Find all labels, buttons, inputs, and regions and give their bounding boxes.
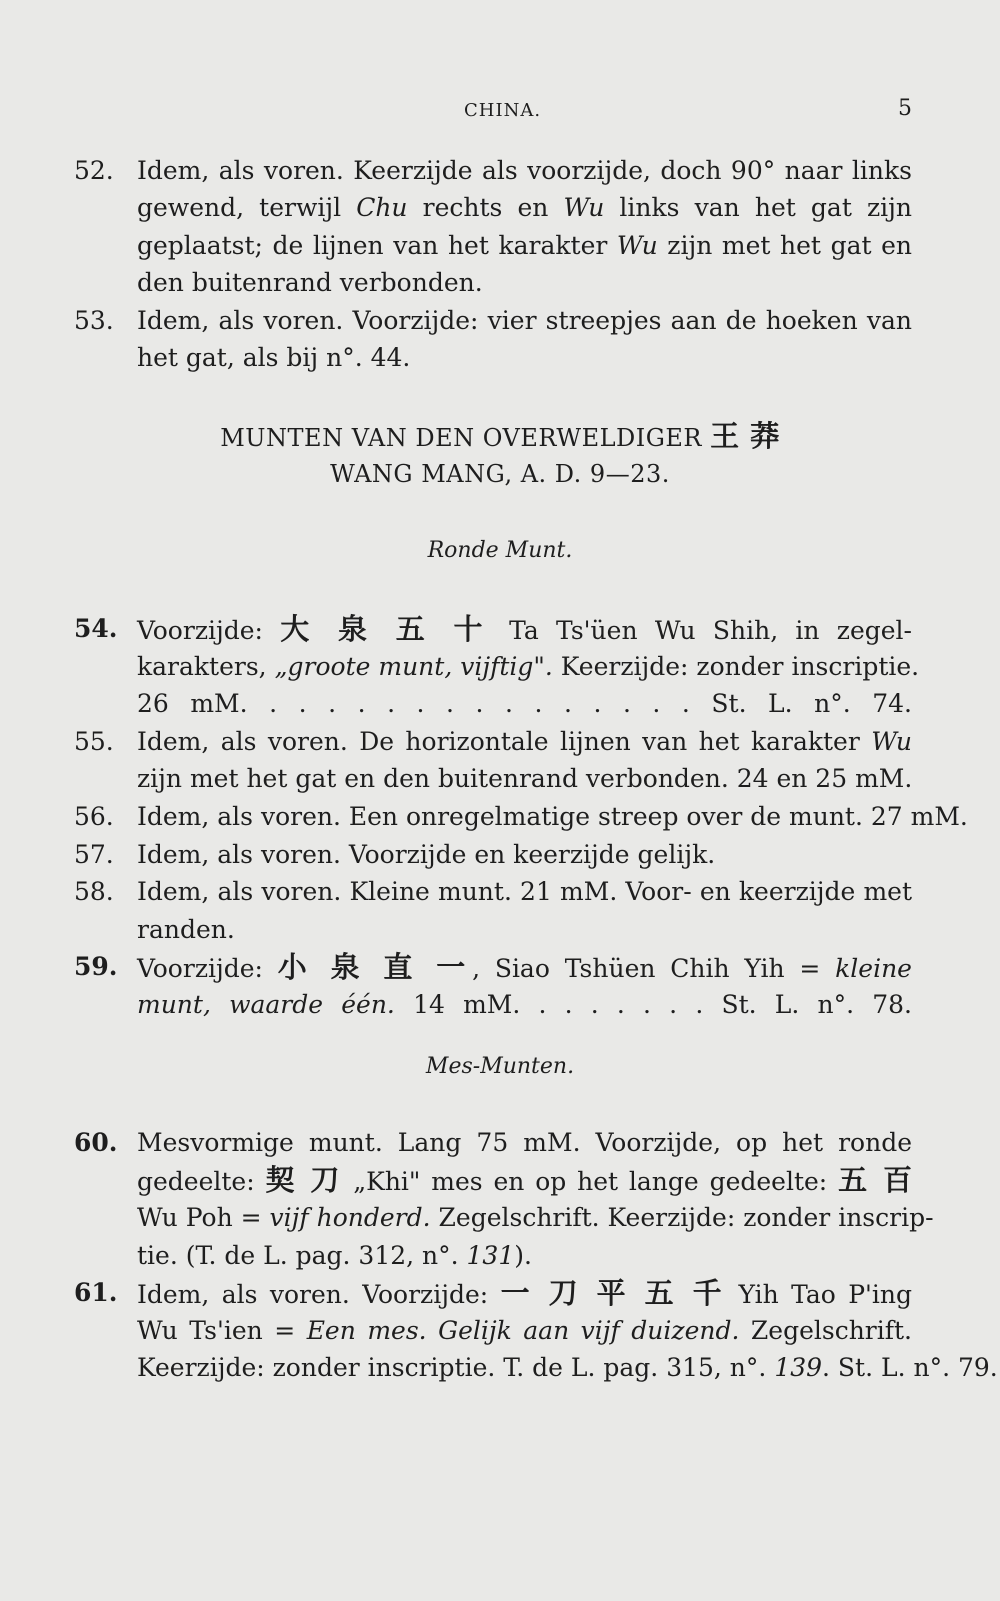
chinese-characters: 小 泉 直 一 bbox=[277, 950, 473, 984]
entry-text-line: Voorzijde: 大 泉 五 十 Ta Ts'üen Wu Shih, in zegel- bbox=[137, 612, 913, 646]
entry-text-line: Mesvormige munt. Lang 75 mM. Voorzijde, op het ronde bbox=[137, 1128, 912, 1157]
entry-number: 56. bbox=[74, 802, 114, 831]
entry-number: 58. bbox=[74, 877, 114, 906]
entry-text-line: geplaatst; de lijnen van het karakter Wu zijn met het gat en bbox=[137, 231, 913, 260]
entry-text-line: Idem, als voren. Voorzijde: vier streepjes aan de hoeken van bbox=[137, 306, 912, 335]
chinese-characters: 王 莽 bbox=[710, 419, 780, 453]
entry-text-line: Idem, als voren. Een onregelmatige streep over de munt. 27 mM. bbox=[137, 802, 968, 831]
entry-text-line: Wu Ts'ien = Een mes. Gelijk aan vijf duizend. Zegelschrift. bbox=[137, 1316, 913, 1345]
entry-text-line: tie. (T. de L. pag. 312, n°. 131). bbox=[137, 1241, 532, 1270]
entry-number: 54. bbox=[74, 614, 118, 643]
entry-text-line: Idem, als voren. Voorzijde: 一 刀 平 五 千 Yih Tao P'ing bbox=[137, 1276, 913, 1310]
entry-text-line: Idem, als voren. Kleine munt. 21 mM. Voor- en keerzijde met bbox=[137, 877, 912, 906]
running-header bbox=[0, 96, 1000, 130]
entry-text-line: Keerzijde: zonder inscriptie. T. de L. pag. 315, n°. 139. St. L. n°. 79. bbox=[137, 1353, 998, 1382]
entry-text-line: gedeelte: 契 刀 „Khi" mes en op het lange gedeelte: 五 百 bbox=[137, 1163, 912, 1197]
entry-number: 52. bbox=[74, 156, 114, 185]
running-title: CHINA. bbox=[464, 100, 542, 121]
entry-text-line: gewend, terwijl Chu rechts en Wu links van het gat zijn bbox=[137, 193, 912, 222]
entry-text-line: Idem, als voren. Voorzijde en keerzijde gelijk. bbox=[137, 840, 716, 869]
entry-text-line: den buitenrand verbonden. bbox=[137, 268, 483, 297]
section-subheading: WANG MANG, A. D. 9—23. bbox=[330, 460, 670, 488]
page-number: 5 bbox=[898, 96, 912, 121]
entry-text-line: karakters, „groote munt, vijftig". Keerzijde: zonder inscriptie. bbox=[137, 652, 920, 681]
chinese-characters: 一 刀 平 五 千 bbox=[500, 1276, 727, 1310]
entry-number: 59. bbox=[74, 952, 118, 981]
chinese-characters: 契 刀 bbox=[265, 1163, 343, 1197]
entry-text-line: Wu Poh = vijf honderd. Zegelschrift. Keerzijde: zonder inscrip- bbox=[137, 1203, 934, 1232]
subsection-heading: Mes-Munten. bbox=[425, 1054, 575, 1079]
subsection-heading: Ronde Munt. bbox=[427, 538, 573, 563]
section-heading: MUNTEN VAN DEN OVERWELDIGER 王 莽 bbox=[220, 419, 780, 453]
entry-text-line: munt, waarde één. 14 mM. . . . . . . . St. L. n°. 78. bbox=[137, 990, 912, 1019]
entry-text-line: Idem, als voren. De horizontale lijnen van het karakter Wu bbox=[137, 727, 912, 756]
entry-number: 61. bbox=[74, 1278, 118, 1307]
chinese-characters: 五 百 bbox=[838, 1163, 912, 1197]
entry-text-line: het gat, als bij n°. 44. bbox=[137, 343, 411, 372]
entry-number: 60. bbox=[74, 1128, 118, 1157]
entry-number: 57. bbox=[74, 840, 114, 869]
entry-text-line: randen. bbox=[137, 915, 235, 944]
chinese-characters: 大 泉 五 十 bbox=[280, 612, 492, 646]
entry-text-line: 26 mM. . . . . . . . . . . . . . . . St. L. n°. 74. bbox=[137, 689, 912, 718]
entry-text-line: zijn met het gat en den buitenrand verbonden. 24 en 25 mM. bbox=[137, 764, 913, 793]
entry-text-line: Idem, als voren. Keerzijde als voorzijde, doch 90° naar links bbox=[137, 156, 912, 185]
entry-number: 55. bbox=[74, 727, 114, 756]
entry-text-line: Voorzijde: 小 泉 直 一, Siao Tshüen Chih Yih = kleine bbox=[137, 950, 912, 984]
entry-number: 53. bbox=[74, 306, 114, 335]
